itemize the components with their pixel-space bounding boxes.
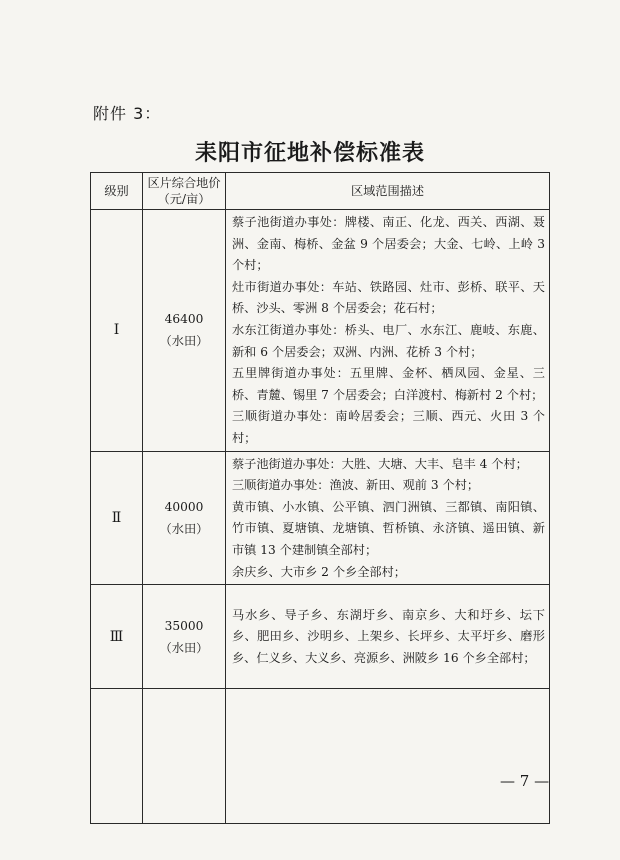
- price-value: 46400: [164, 312, 204, 327]
- page-number: — 7 —: [500, 772, 550, 790]
- area-description-cell: [226, 451, 550, 585]
- table-header-row: [91, 173, 550, 210]
- empty-cell: [91, 689, 143, 824]
- area-description-cell: [226, 210, 550, 452]
- empty-table-row: [91, 689, 550, 824]
- table-row: [91, 210, 550, 452]
- area-description: 余庆乡、大市乡 2 个乡全部村；: [232, 564, 406, 579]
- area-description: 水东江街道办事处：桥头、电厂、水东江、鹿岐、东鹿、新和 6 个居委会；双洲、内洲、花桥 3 个村；: [232, 322, 545, 359]
- header-price: 区片综合地价（元/亩）: [143, 173, 226, 210]
- header-level: 级别: [91, 173, 143, 210]
- price-value: 40000: [164, 499, 204, 514]
- price-cell: [143, 210, 226, 452]
- empty-cell: [226, 689, 550, 824]
- land-type: （水田）: [159, 640, 209, 655]
- land-type: （水田）: [159, 334, 209, 349]
- area-description: 三顺街道办事处：南岭居委会；三顺、西元、火田 3 个村；: [232, 409, 545, 445]
- area-description-cell: [226, 585, 550, 689]
- area-description: 灶市街道办事处：车站、铁路园、灶市、彭桥、联平、天桥、沙头、零洲 8 个居委会；花石村；: [232, 279, 545, 316]
- price-cell: [143, 585, 226, 689]
- compensation-standard-table: [90, 172, 550, 824]
- table-row: [91, 451, 550, 585]
- table-row: [91, 585, 550, 689]
- empty-cell: [143, 689, 226, 824]
- area-description: 三顺街道办事处：渔波、新田、观前 3 个村；: [232, 478, 480, 493]
- area-description: 蔡子池街道办事处：大胜、大塘、大丰、皂丰 4 个村；: [232, 456, 528, 471]
- price-cell: [143, 451, 226, 585]
- level-cell: Ⅲ: [91, 585, 143, 689]
- area-description: 五里牌街道办事处：五里牌、金杯、栖凤园、金星、三桥、青麓、锡里 7 个居委会；白洋渡村、梅新村 2 个村；: [232, 366, 545, 402]
- header-desc: 区域范围描述: [226, 173, 550, 210]
- level-cell: Ⅰ: [91, 210, 143, 452]
- area-description: 蔡子池街道办事处：牌楼、南正、化龙、西关、西湖、聂洲、金南、梅桥、金盆 9 个居委会；大金、七岭、上岭 3 个村；: [232, 215, 545, 273]
- land-type: （水田）: [159, 521, 209, 536]
- level-cell: Ⅱ: [91, 451, 143, 585]
- document-title: 耒阳市征地补偿标准表: [194, 141, 425, 166]
- area-description: 马水乡、导子乡、东湖圩乡、南京乡、大和圩乡、坛下乡、肥田乡、沙明乡、上架乡、长坪乡、太平圩乡、磨形乡、仁义乡、大义乡、亮源乡、洲陂乡 16 个乡全部村；: [232, 607, 545, 665]
- area-description: 黄市镇、小水镇、公平镇、泗门洲镇、三都镇、南阳镇、竹市镇、夏塘镇、龙塘镇、哲桥镇、永济镇、遥田镇、新市镇 13 个建制镇全部村；: [232, 499, 545, 557]
- attachment-label: 附件 3：: [93, 104, 162, 123]
- price-value: 35000: [164, 618, 204, 633]
